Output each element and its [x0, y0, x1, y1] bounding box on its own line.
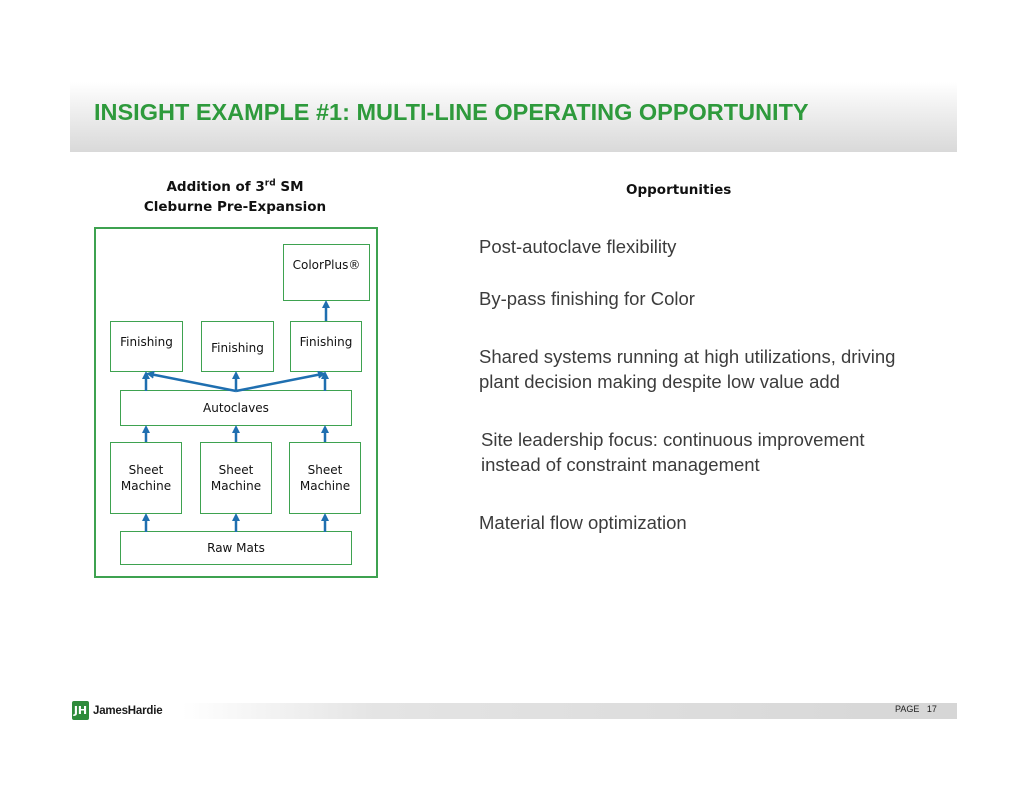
finishing-box-3 — [290, 321, 362, 372]
logo-mark-icon: JH — [72, 701, 89, 720]
sheet-machine-3-line1: Sheet — [307, 463, 343, 477]
finishing-label-1: Finishing — [120, 335, 173, 349]
opportunity-3-line1: Shared systems running at high utilizations, driving — [479, 346, 896, 367]
diagram-title — [130, 177, 340, 217]
diagram-title-suffix: SM — [275, 179, 304, 195]
finishing-label-3: Finishing — [299, 335, 353, 349]
opportunities-heading: Opportunities — [626, 182, 732, 198]
slide-title: INSIGHT EXAMPLE #1: MULTI-LINE OPERATING OPPORTUNITY — [94, 99, 809, 125]
opportunity-item-3 — [479, 344, 895, 394]
opportunity-2-line1: By-pass finishing for Color — [479, 288, 695, 309]
footer-band — [182, 703, 957, 719]
diagram-title-superscript: rd — [264, 178, 276, 189]
logo-text: JamesHardie — [93, 704, 163, 717]
colorplus-label: ColorPlus® — [292, 258, 361, 272]
sheet-machine-2-line2: Machine — [210, 479, 262, 493]
sheet-machine-3-line2: Machine — [299, 479, 351, 493]
diagram-title-line1 — [130, 177, 340, 197]
opportunity-item-2 — [479, 286, 695, 311]
sheet-machine-1-line1: Sheet — [128, 463, 164, 477]
finishing-box-1 — [110, 321, 183, 372]
sheet-machine-box-3 — [289, 442, 361, 514]
sheet-machine-box-2 — [200, 442, 272, 514]
page-label-text: PAGE — [895, 704, 920, 714]
page-number — [895, 704, 937, 714]
finishing-box-2 — [201, 321, 274, 372]
opportunity-4-line2: instead of constraint management — [481, 454, 760, 475]
colorplus-box — [283, 244, 370, 301]
sheet-machine-2-line1: Sheet — [218, 463, 254, 477]
opportunity-4-line1: Site leadership focus: continuous improvement — [481, 429, 865, 450]
autoclaves-label: Autoclaves — [203, 401, 269, 415]
raw-mats-label: Raw Mats — [207, 541, 265, 555]
page-number-value: 17 — [926, 704, 937, 714]
sheet-machine-1-line2: Machine — [120, 479, 172, 493]
finishing-label-2: Finishing — [211, 341, 264, 355]
opportunity-3-line2: plant decision making despite low value add — [479, 371, 840, 392]
opportunity-item-1 — [479, 234, 676, 259]
company-logo — [72, 701, 162, 720]
diagram-title-prefix: Addition of 3 — [166, 179, 265, 195]
opportunity-5-line1: Material flow optimization — [479, 512, 687, 533]
title-band — [70, 82, 957, 152]
raw-mats-box — [120, 531, 352, 565]
diagram-subtitle: Cleburne Pre-Expansion — [143, 199, 327, 215]
autoclaves-box — [120, 390, 352, 426]
sheet-machine-box-1 — [110, 442, 182, 514]
opportunity-item-5 — [479, 510, 687, 535]
opportunity-item-4 — [481, 427, 865, 477]
opportunity-1-line1: Post-autoclave flexibility — [479, 236, 677, 257]
